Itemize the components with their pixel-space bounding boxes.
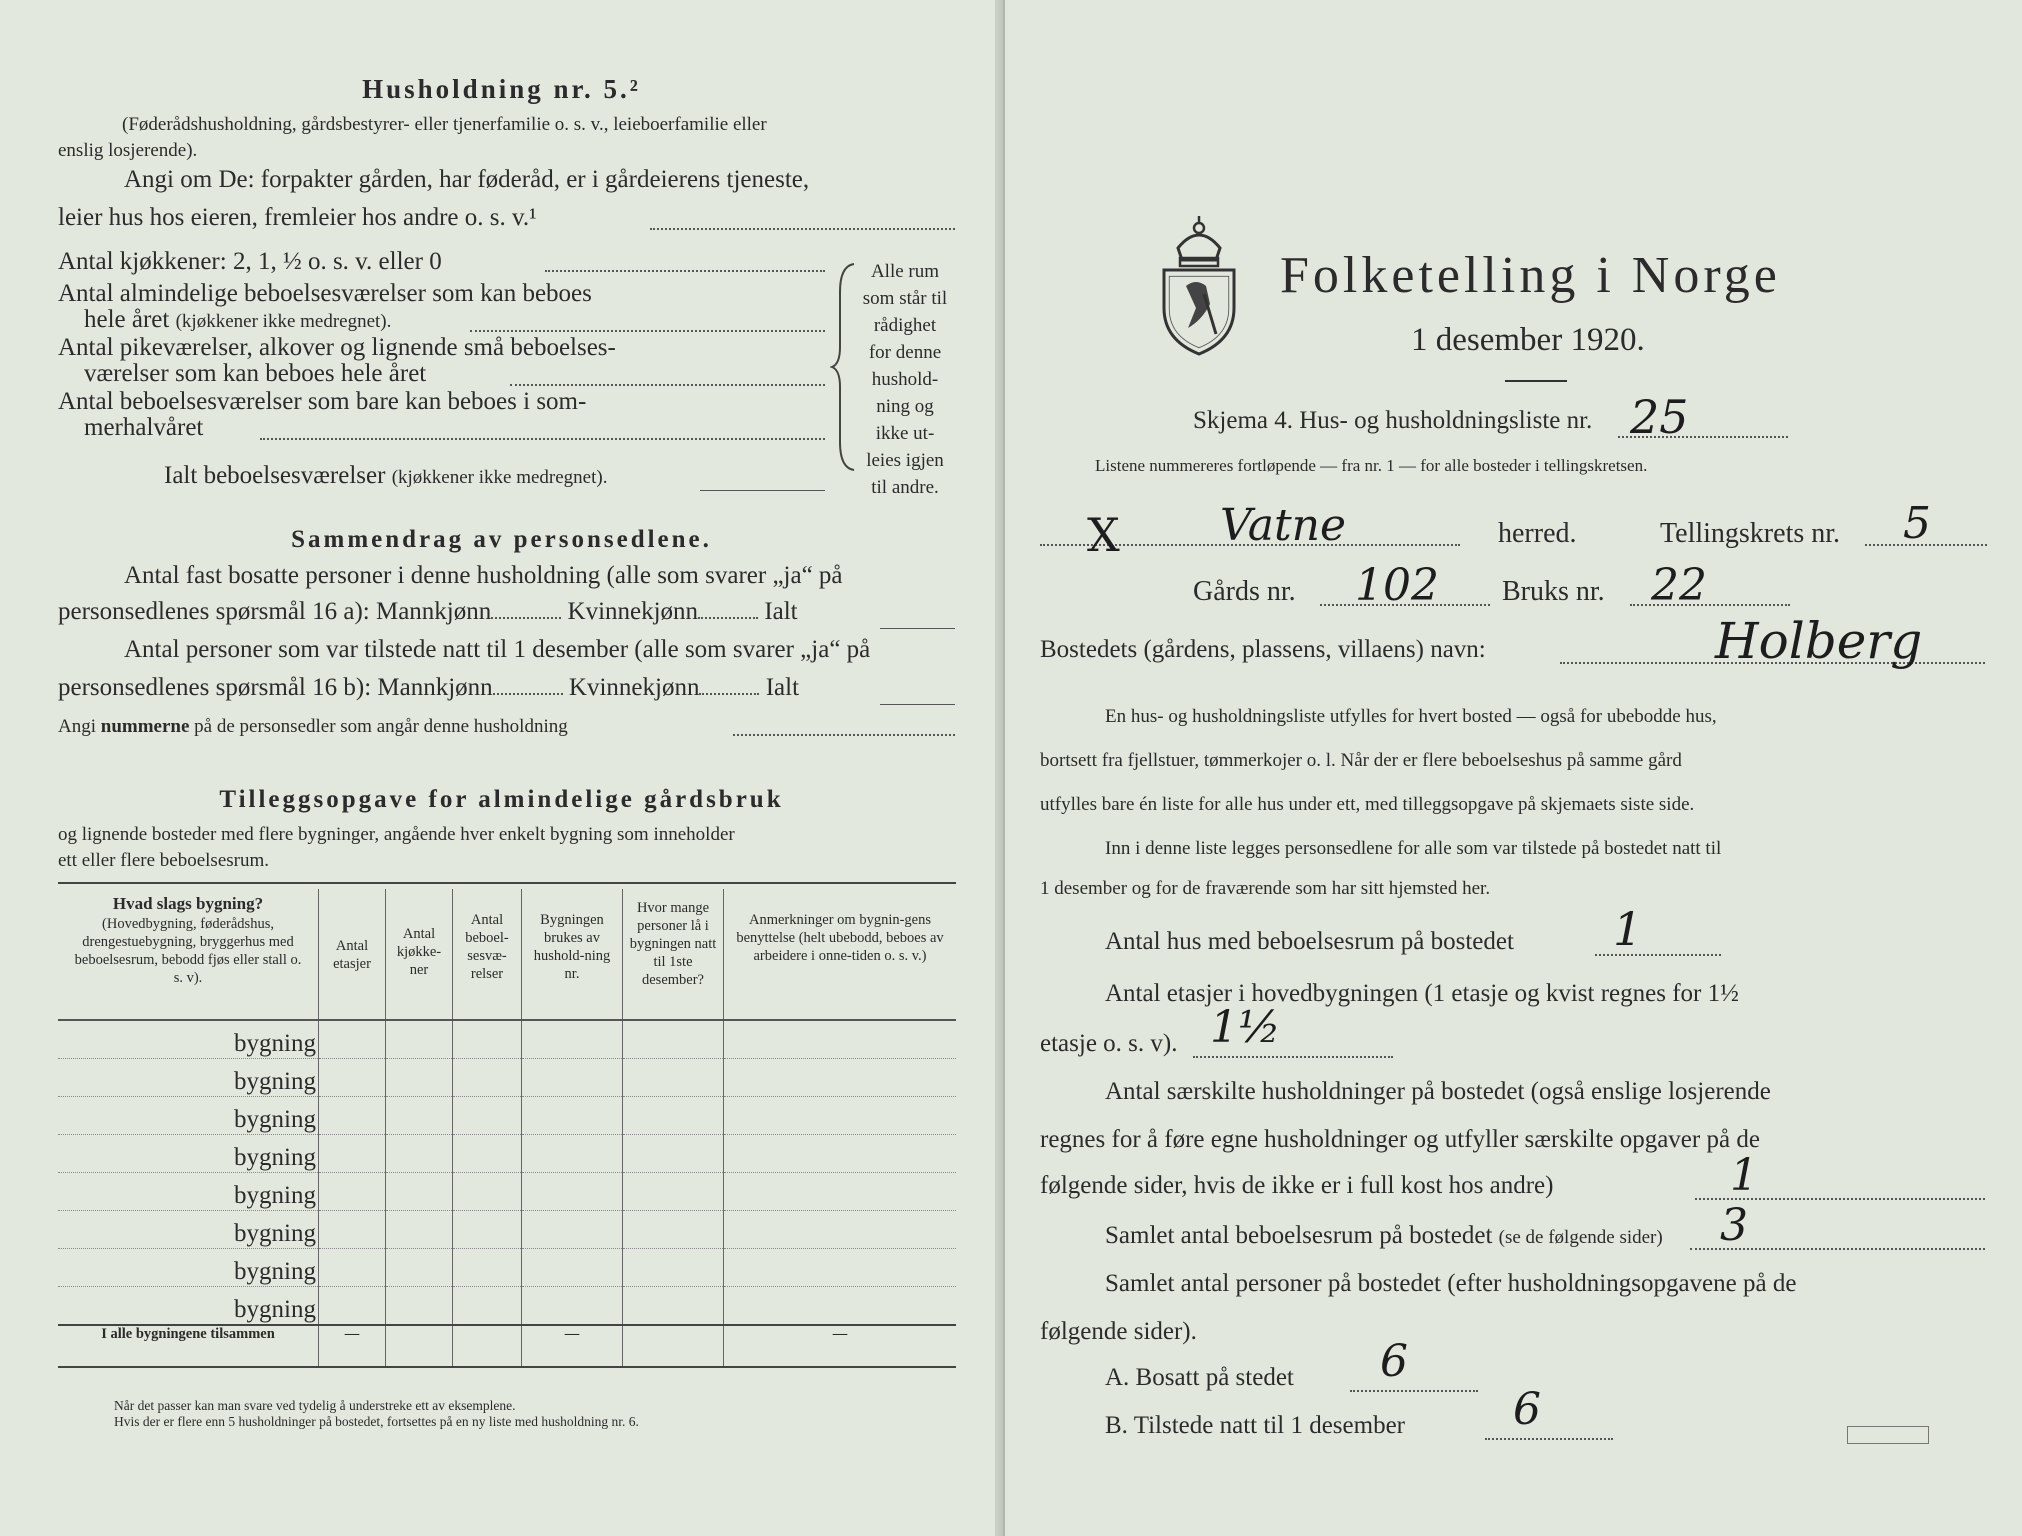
sark-value[interactable]: 1 <box>1730 1150 1758 1201</box>
tillegg-line2: ett eller flere beboelsesrum. <box>58 850 270 871</box>
household-title: Husholdning nr. 5.² <box>362 74 641 104</box>
col-beboelsesvaerelser: Antal beboel-sesvæ-relser <box>453 889 522 1020</box>
tilstede-line2: personsedlenes spørsmål 16 b): Mannkjønn Kvinnekjønn Ialt <box>58 674 800 701</box>
pike-line1: Antal pikeværelser, alkover og lignende små beboelses- <box>58 334 616 361</box>
tilstede-label: B. Tilstede natt til 1 desember <box>1105 1412 1405 1439</box>
table-row[interactable]: bygning <box>58 1059 956 1097</box>
bosatt-value[interactable]: 6 <box>1380 1336 1408 1387</box>
gards-label: Gårds nr. <box>1193 576 1296 607</box>
herred-value[interactable]: Vatne <box>1220 500 1347 551</box>
angi-line2: leier hus hos eieren, fremleier hos andre o. s. v.¹ <box>58 204 537 231</box>
table-row[interactable]: bygning <box>58 1135 956 1173</box>
footnote-2: Hvis der er flere enn 5 husholdninger på bostedet, fortsettes på en ny liste med husholdning nr. 6. <box>114 1414 639 1429</box>
tilstede-line[interactable] <box>1485 1438 1613 1440</box>
angi-line1: Angi om De: forpakter gården, har føderåd, er i gårdeierens tjeneste, <box>124 166 810 193</box>
summary-title: Sammendrag av personsedlene. <box>291 526 712 553</box>
kjokken-answer-line[interactable] <box>545 270 825 272</box>
instr-line4: Inn i denne liste legges personsedlene for alle som var tilstede på bostedet natt til <box>1105 838 1722 859</box>
pike-line2: værelser som kan beboes hele året <box>84 360 427 387</box>
bosatt-label: A. Bosatt på stedet <box>1105 1364 1294 1391</box>
tillegg-line1: og lignende bosteder med flere bygninger, angående hver enkelt bygning som inneholder <box>58 824 735 845</box>
instr-line1: En hus- og husholdningsliste utfylles for hvert bosted — også for ubebodde hus, <box>1105 706 1717 727</box>
printer-stamp <box>1847 1426 1929 1444</box>
col-personer: Hvor mange personer lå i bygningen natt til 1ste desember? <box>623 889 724 1020</box>
col-building-type: Hvad slags bygning? (Hovedbygning, føderådshus, drengestuebygning, bryggerhus med beboelsesrum, bebodd fjøs eller stall o. s. v). <box>58 889 319 1020</box>
nummerne-line: Angi nummerne på de personsedler som angår denne husholdning <box>58 716 568 737</box>
angi-answer-line[interactable] <box>650 228 955 230</box>
footnote-1: Når det passer kan man svare ved tydelig å understreke ett av eksemplene. <box>114 1398 516 1413</box>
fast-ialt-line[interactable] <box>880 628 955 629</box>
fast-line1: Antal fast bosatte personer i denne husholdning (alle som svarer „ja“ på <box>124 562 843 589</box>
sark-line1: Antal særskilte husholdninger på bostedet (også enslige losjerende <box>1105 1078 1771 1105</box>
building-table <box>58 889 956 1368</box>
table-row[interactable]: bygning <box>58 1249 956 1287</box>
alm-line2: hele året (kjøkkener ikke medregnet). <box>84 306 392 333</box>
instr-line5: 1 desember og for de fraværende som har sitt hjemsted her. <box>1040 878 1491 899</box>
main-title: Folketelling i Norge <box>1280 247 1781 304</box>
tilstede-ialt-line[interactable] <box>880 704 955 705</box>
hus-label: Antal hus med beboelsesrum på bostedet <box>1105 928 1514 955</box>
census-date: 1 desember 1920. <box>1411 322 1645 358</box>
gards-value[interactable]: 102 <box>1355 560 1439 611</box>
household-note-line2: enslig losjerende). <box>58 140 198 161</box>
etasjer-value[interactable]: 1½ <box>1210 1002 1281 1053</box>
pike-answer-line[interactable] <box>510 384 825 386</box>
tellingskrets-value[interactable]: 5 <box>1903 498 1931 549</box>
sark-line3: følgende sider, hvis de ikke er i full kost hos andre) <box>1040 1172 1554 1199</box>
sommer-answer-line[interactable] <box>260 438 825 440</box>
sommer-line2: merhalvåret <box>84 414 204 441</box>
samlet-rum-label: Samlet antal beboelsesrum på bostedet (se de følgende sider) <box>1105 1222 1663 1249</box>
sommer-line1: Antal beboelsesværelser som bare kan beboes i som- <box>58 388 587 415</box>
samlet-rum-value[interactable]: 3 <box>1720 1200 1748 1251</box>
coat-of-arms-icon <box>1158 208 1240 358</box>
bosted-value[interactable]: Holberg <box>1715 612 1923 670</box>
herred-mark: X <box>1087 508 1120 562</box>
tillegg-title: Tilleggsopgave for almindelige gårdsbruk <box>219 786 784 813</box>
col-etasjer: Antal etasjer <box>319 889 386 1020</box>
table-top-rule <box>58 882 956 884</box>
instr-line2: bortsett fra fjellstuer, tømmerkojer o. l. Når der er flere beboelseshus på samme gård <box>1040 750 1682 771</box>
herred-label: herred. <box>1498 518 1577 549</box>
col-kjokkener: Antal kjøkke-ner <box>386 889 453 1020</box>
table-row[interactable]: bygning <box>58 1020 956 1059</box>
table-total-row: I alle bygningene tilsammen — — — <box>58 1325 956 1367</box>
hus-value[interactable]: 1 <box>1613 902 1643 956</box>
listene-note: Listene nummereres fortløpende — fra nr. 1 — for alle bosteder i tellingskretsen. <box>1095 456 1648 475</box>
skjema-value[interactable]: 25 <box>1630 390 1689 444</box>
samlet-pers-line1: Samlet antal personer på bostedet (efter husholdningsopgavene på de <box>1105 1270 1797 1297</box>
alm-line1: Antal almindelige beboelsesværelser som kan beboes <box>58 280 592 307</box>
bruks-value[interactable]: 22 <box>1651 560 1707 611</box>
sark-line2: regnes for å føre egne husholdninger og utfyller særskilte opgaver på de <box>1040 1126 1760 1153</box>
brace-note: Alle rum som står til rådighet for denne hushold- ning og ikke ut- leies igjen til andre. <box>862 261 948 498</box>
kjokken-label: Antal kjøkkener: 2, 1, ½ o. s. v. eller 0 <box>58 248 442 275</box>
table-row[interactable]: bygning <box>58 1173 956 1211</box>
etasjer-line2: etasje o. s. v). <box>1040 1030 1178 1057</box>
right-page <box>1005 0 2022 1536</box>
etasjer-answer-line[interactable] <box>1193 1056 1393 1058</box>
table-row[interactable]: bygning <box>58 1287 956 1326</box>
tilstede-value[interactable]: 6 <box>1513 1384 1541 1435</box>
alm-answer-line[interactable] <box>470 330 825 332</box>
ialt-label: Ialt beboelsesværelser (kjøkkener ikke medregnet). <box>164 462 608 489</box>
fast-line2: personsedlenes spørsmål 16 a): Mannkjønn Kvinnekjønn Ialt <box>58 598 798 625</box>
tellingskrets-label: Tellingskrets nr. <box>1660 518 1841 549</box>
bosatt-line[interactable] <box>1350 1390 1478 1392</box>
tilstede-line1: Antal personer som var tilstede natt til 1 desember (alle som svarer „ja“ på <box>124 636 871 663</box>
col-husholdning-nr: Bygningen brukes av hushold-ning nr. <box>522 889 623 1020</box>
etasjer-line1: Antal etasjer i hovedbygningen (1 etasje og kvist regnes for 1½ <box>1105 980 1739 1007</box>
skjema-label: Skjema 4. Hus- og husholdningsliste nr. <box>1193 407 1593 434</box>
bruks-label: Bruks nr. <box>1502 576 1605 607</box>
col-anmerkninger: Anmerkninger om bygnin-gens benyttelse (helt ubebodd, beboes av arbeidere i onne-tiden o. s. v.) <box>724 889 957 1020</box>
nummerne-answer-line[interactable] <box>733 734 955 736</box>
table-row[interactable]: bygning <box>58 1211 956 1249</box>
table-row[interactable]: bygning <box>58 1097 956 1135</box>
samlet-pers-line2: følgende sider). <box>1040 1318 1197 1345</box>
household-note-line1: (Føderådshusholdning, gårdsbestyrer- eller tjenerfamilie o. s. v., leieboerfamilie eller <box>122 114 767 135</box>
ialt-answer-line[interactable] <box>700 490 825 491</box>
bosted-label: Bostedets (gårdens, plassens, villaens) navn: <box>1040 636 1486 663</box>
title-rule <box>1505 380 1567 382</box>
left-page <box>0 0 1003 1536</box>
instr-line3: utfylles bare én liste for alle hus under ett, med tilleggsopgave på skjemaets siste side. <box>1040 794 1695 815</box>
